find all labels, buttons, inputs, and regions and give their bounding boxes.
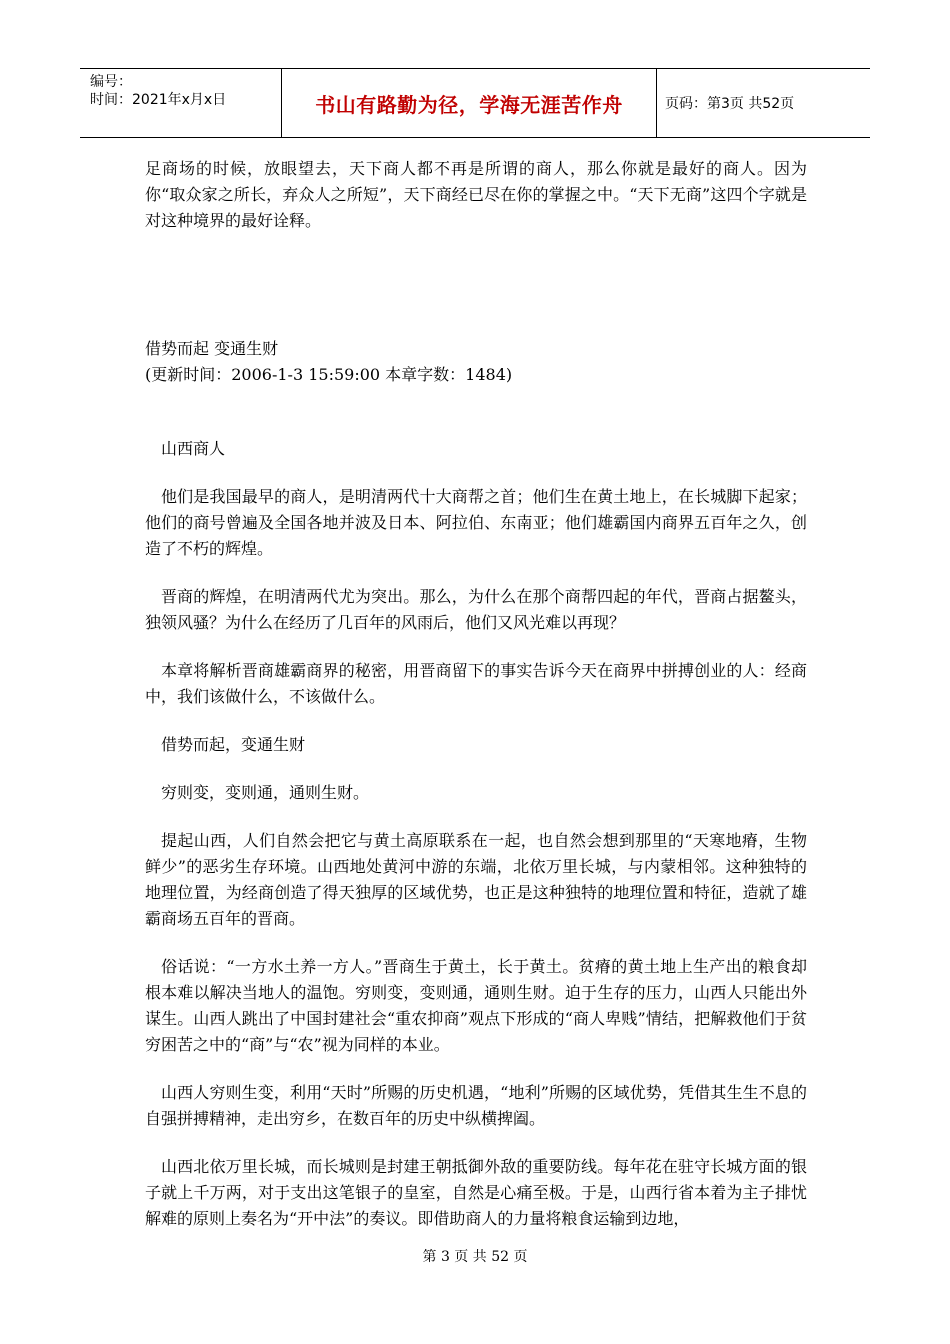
- doc-number-label: 编号：: [90, 74, 132, 90]
- section-title: 山西商人: [161, 439, 226, 458]
- chapter-title: 借势而起 变通生财: [145, 339, 279, 358]
- body-paragraph: 晋商的辉煌，在明清两代尤为突出。那么，为什么在那个商帮四起的年代，晋商占据鳌头，独领风骚？为什么在经历了几百年的风雨后，他们又风光难以再现？: [145, 587, 807, 632]
- header-page-info: 页码：第3页 共52页: [665, 96, 795, 112]
- page-footer: 第 3 页 共 52 页: [422, 1249, 528, 1265]
- body-paragraph: 穷则变，变则通，通则生财。: [161, 783, 370, 802]
- body-paragraph: 本章将解析晋商雄霸商界的秘密，用晋商留下的事实告诉今天在商界中拼搏创业的人：经商中，我们该做什么，不该做什么。: [145, 661, 807, 706]
- body-paragraph: 俗话说：“一方水土养一方人。”晋商生于黄土，长于黄土。贫瘠的黄土地上生产出的粮食却根本难以解决当地人的温饱。穷则变，变则通，通则生财。迫于生存的压力，山西人只能出外谋生。山西人跳出了中国封建社会“重农抑商”观点下形成的“商人卑贱”情结，把解救他们于贫穷困苦之中的“商”与“农”视为同样的本业。: [145, 957, 807, 1054]
- body-paragraph: 山西人穷则生变，利用“天时”所赐的历史机遇，“地利”所赐的区域优势，凭借其生生不息的自强拼搏精神，走出穷乡，在数百年的历史中纵横捭阖。: [145, 1083, 807, 1128]
- body-paragraph: 提起山西，人们自然会把它与黄土高原联系在一起，也自然会想到那里的“天寒地瘠，生物鲜少”的恶劣生存环境。山西地处黄河中游的东端，北依万里长城，与内蒙相邻。这种独特的地理位置，为经商创造了得天独厚的区域优势，也正是这种独特的地理位置和特征，造就了雄霸商场五百年的晋商。: [145, 831, 807, 928]
- intro-paragraph: 足商场的时候，放眼望去，天下商人都不再是所谓的商人，那么你就是最好的商人。因为你“取众家之所长，弃众人之所短”，天下商经已尽在你的掌握之中。“天下无商”这四个字就是对这种境界的最好诠释。: [145, 159, 807, 230]
- body-paragraph: 山西北依万里长城，而长城则是封建王朝抵御外敌的重要防线。每年花在驻守长城方面的银子就上千万两，对于支出这笔银子的皇室，自然是心痛至极。于是，山西行省本着为主子排忧解难的原则上奏名为“开中法”的奏议。即借助商人的力量将粮食运输到边地，: [145, 1157, 807, 1228]
- subsection-title: 借势而起，变通生财: [161, 735, 306, 754]
- body-paragraph: 他们是我国最早的商人，是明清两代十大商帮之首；他们生在黄土地上，在长城脚下起家；他们的商号曾遍及全国各地并波及日本、阿拉伯、东南亚；他们雄霸国内商界五百年之久，创造了不朽的辉煌。: [145, 487, 807, 558]
- document-header: [80, 68, 870, 138]
- doc-date: 时间：2021年x月x日: [90, 92, 227, 108]
- header-divider: [656, 69, 657, 137]
- header-meta: [90, 73, 226, 109]
- chapter-meta: (更新时间：2006-1-3 15:59:00 本章字数：1484): [145, 365, 513, 384]
- document-body: [145, 156, 807, 1232]
- header-motto: 书山有路勤为径，学海无涯苦作舟: [315, 92, 623, 117]
